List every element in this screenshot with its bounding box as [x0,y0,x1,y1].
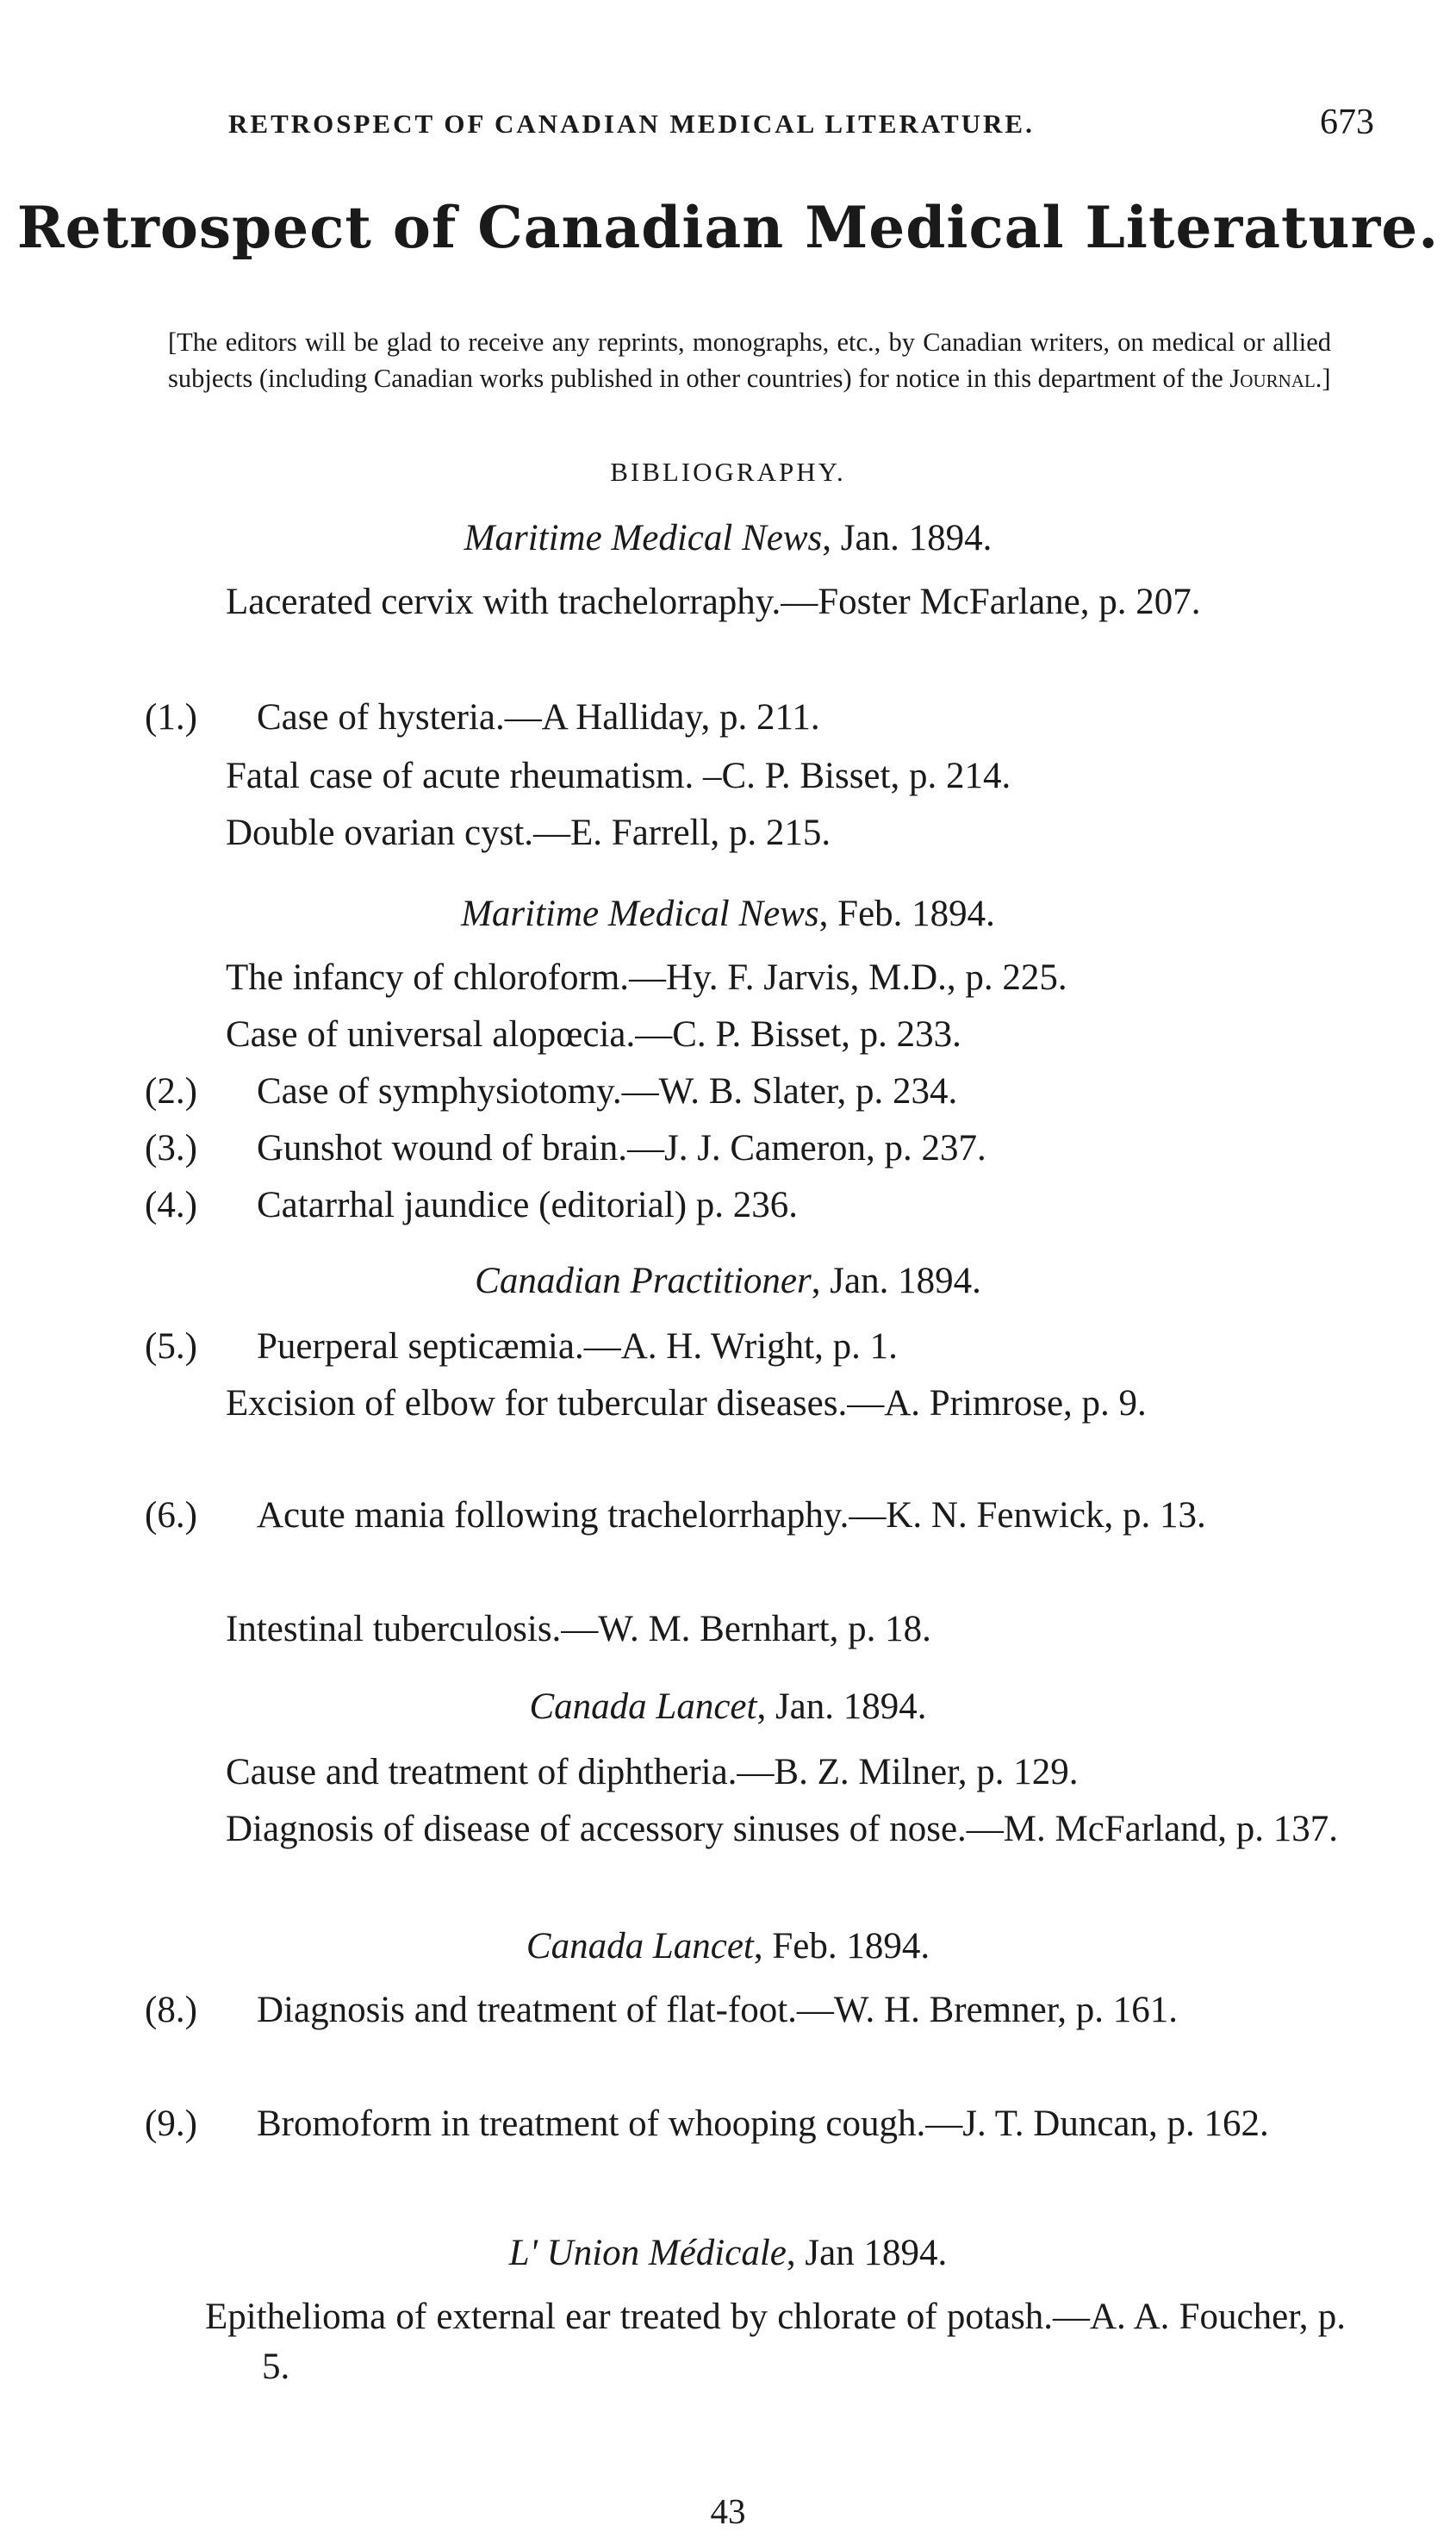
list-item [226,1379,1346,1429]
entry-text: Fatal case of acute rheumatism. –C. P. Bisset, p. 214. [226,756,1011,796]
running-head [228,102,1374,153]
entry-text: Epithelioma of external ear treated by chlorate of potash.—A. A. Foucher, p. 5. [205,2297,1346,2387]
source-date: , Jan. 1894. [822,518,992,558]
entry-text: Case of universal alopœcia.—C. P. Bisset, p. 233. [226,1014,961,1055]
source-heading [0,1260,1456,1302]
section-title: Retrospect of Canadian Medical Literature. [16,194,1440,261]
editor-note-after: .] [1315,364,1331,393]
entry-text: Acute mania following trachelorrhaphy.—K. N. Fenwick, p. 13. [257,1495,1206,1536]
source-journal: Canada Lancet [529,1686,757,1727]
entry-number: (5.) [145,1326,197,1367]
list-item [145,1491,1346,1541]
entry-text: Excision of elbow for tubercular diseases.—A. Primrose, p. 9. [226,1383,1147,1424]
entry-text: The infancy of chloroform.—Hy. F. Jarvis, M.D., p. 225. [226,957,1067,998]
entry-number: (1.) [145,697,197,738]
entry-number: (8.) [145,1990,197,2030]
source-journal: L' Union Médicale [508,2233,787,2273]
list-item [205,2292,1346,2392]
running-head-title: RETROSPECT OF CANADIAN MEDICAL LITERATURE. [228,109,1035,139]
entry-text: Puerperal septicæmia.—A. H. Wright, p. 1. [257,1326,898,1367]
entry-text: Diagnosis and treatment of flat-foot.—W. H. Bremner, p. 161. [257,1990,1179,2030]
entry-text: Diagnosis of disease of accessory sinuses of nose.—M. McFarland, p. 137. [226,1809,1338,1849]
entry-text: Catarrhal jaundice (editorial) p. 236. [257,1185,799,1225]
list-item [226,1748,1346,1798]
editor-note [168,324,1331,396]
source-date: , Jan 1894. [786,2233,948,2273]
list-item [226,1605,1320,1655]
source-date: , Feb. 1894. [818,894,995,934]
bibliography-heading: BIBLIOGRAPHY. [610,457,846,487]
list-item [226,751,1320,801]
list-item [145,1124,1320,1174]
source-journal: Maritime Medical News [464,518,823,558]
source-heading [0,893,1456,935]
editor-note-journal: Journal [1229,364,1316,393]
entry-text: Bromoform in treatment of whooping cough.—J. T. Duncan, p. 162. [257,2104,1269,2144]
entry-text: Case of symphysiotomy.—W. B. Slater, p. 234. [257,1071,958,1112]
source-heading [0,517,1456,559]
list-item [226,953,1337,1003]
list-item [226,1804,1346,1854]
entry-text: Intestinal tuberculosis.—W. M. Bernhart, p. 18. [226,1609,931,1649]
editor-note-before: [The editors will be glad to receive any reprints, monographs, etc., by Canadian writers, on medical or allied subjects (including Canadian works published in other countries) for notice in this department of the [168,327,1331,393]
source-heading [0,2232,1456,2274]
entry-number: (2.) [145,1071,197,1112]
entry-number: (9.) [145,2104,197,2144]
list-item [145,2099,1346,2149]
entry-number: (4.) [145,1185,197,1225]
source-journal: Canada Lancet [526,1926,754,1966]
page-number: 673 [1320,103,1374,142]
entry-text: Gunshot wound of brain.—J. J. Cameron, p. 237. [257,1128,986,1169]
source-heading [0,1686,1456,1728]
signature-mark: 43 [710,2491,746,2531]
list-item [145,693,1320,743]
list-item [145,1322,1320,1372]
list-item [226,577,1320,627]
entry-text: Lacerated cervix with trachelorraphy.—Foster McFarlane, p. 207. [226,582,1201,622]
source-journal: Canadian Practitioner [475,1261,812,1301]
list-item [145,1067,1320,1117]
list-item [226,1010,1320,1060]
entry-number: (6.) [145,1495,197,1536]
list-item [226,808,1320,858]
source-journal: Maritime Medical News [461,894,819,934]
source-date: , Feb. 1894. [753,1926,930,1966]
entry-number: (3.) [145,1128,197,1169]
entry-text: Double ovarian cyst.—E. Farrell, p. 215. [226,813,831,853]
entry-text: Cause and treatment of diphtheria.—B. Z. Milner, p. 129. [226,1752,1079,1792]
list-item [145,1181,1320,1231]
source-date: , Jan. 1894. [811,1261,981,1301]
entry-text: Case of hysteria.—A Halliday, p. 211. [257,697,820,738]
source-date: , Jan. 1894. [756,1686,927,1727]
list-item [145,1985,1346,2035]
source-heading [0,1925,1456,1967]
